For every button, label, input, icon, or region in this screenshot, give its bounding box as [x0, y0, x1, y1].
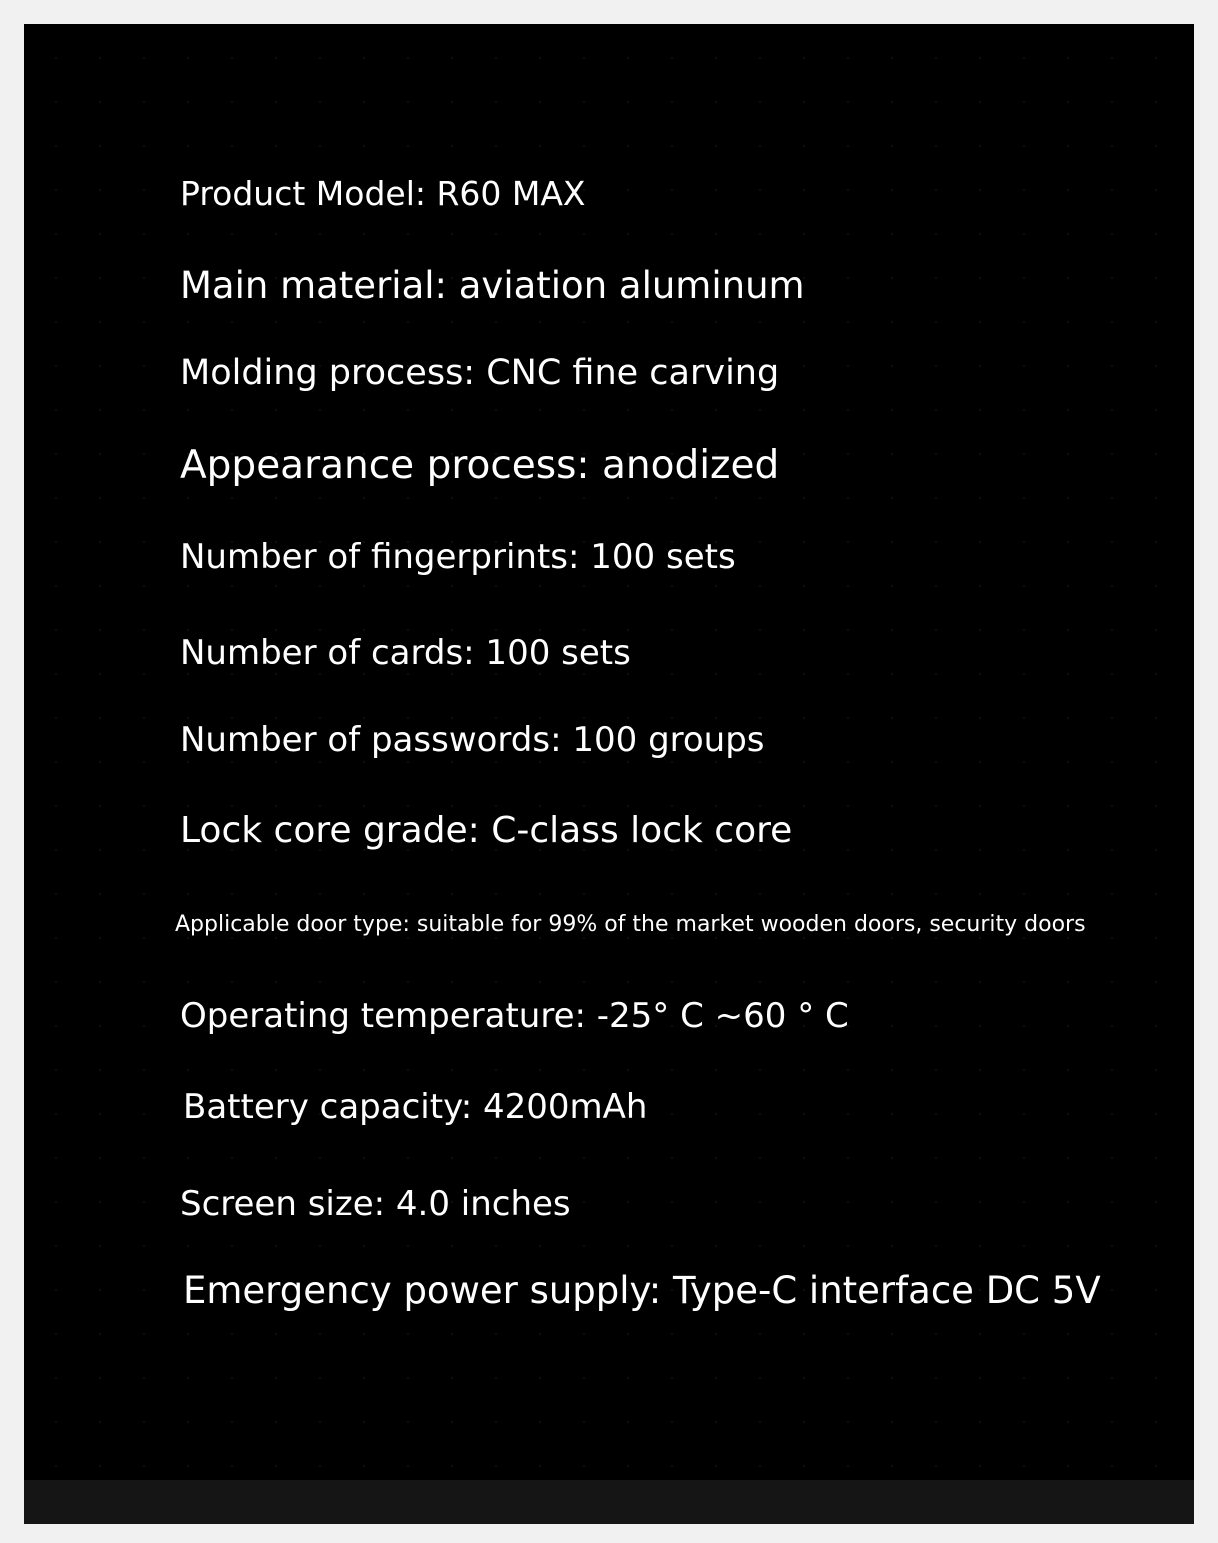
spec-door-type: Applicable door type: suitable for 99% of the market wooden doors, security doors — [175, 912, 1086, 937]
spec-screen-size: Screen size: 4.0 inches — [180, 1184, 571, 1224]
spec-battery-capacity: Battery capacity: 4200mAh — [183, 1087, 648, 1127]
spec-emergency-power: Emergency power supply: Type-C interface DC 5V — [183, 1269, 1101, 1312]
spec-appearance-process: Appearance process: anodized — [180, 443, 780, 488]
spec-lock-core-grade: Lock core grade: C-class lock core — [180, 810, 793, 851]
spec-passwords: Number of passwords: 100 groups — [180, 720, 765, 760]
spec-cards: Number of cards: 100 sets — [180, 633, 631, 673]
spec-fingerprints: Number of fingerprints: 100 sets — [180, 537, 736, 577]
spec-molding-process: Molding process: CNC fine carving — [180, 353, 780, 393]
spec-product-model: Product Model: R60 MAX — [180, 174, 586, 213]
spec-operating-temperature: Operating temperature: -25° C ~60 ° C — [180, 996, 849, 1036]
bottom-divider-strip — [24, 1480, 1194, 1524]
spec-main-material: Main material: aviation aluminum — [180, 264, 805, 307]
